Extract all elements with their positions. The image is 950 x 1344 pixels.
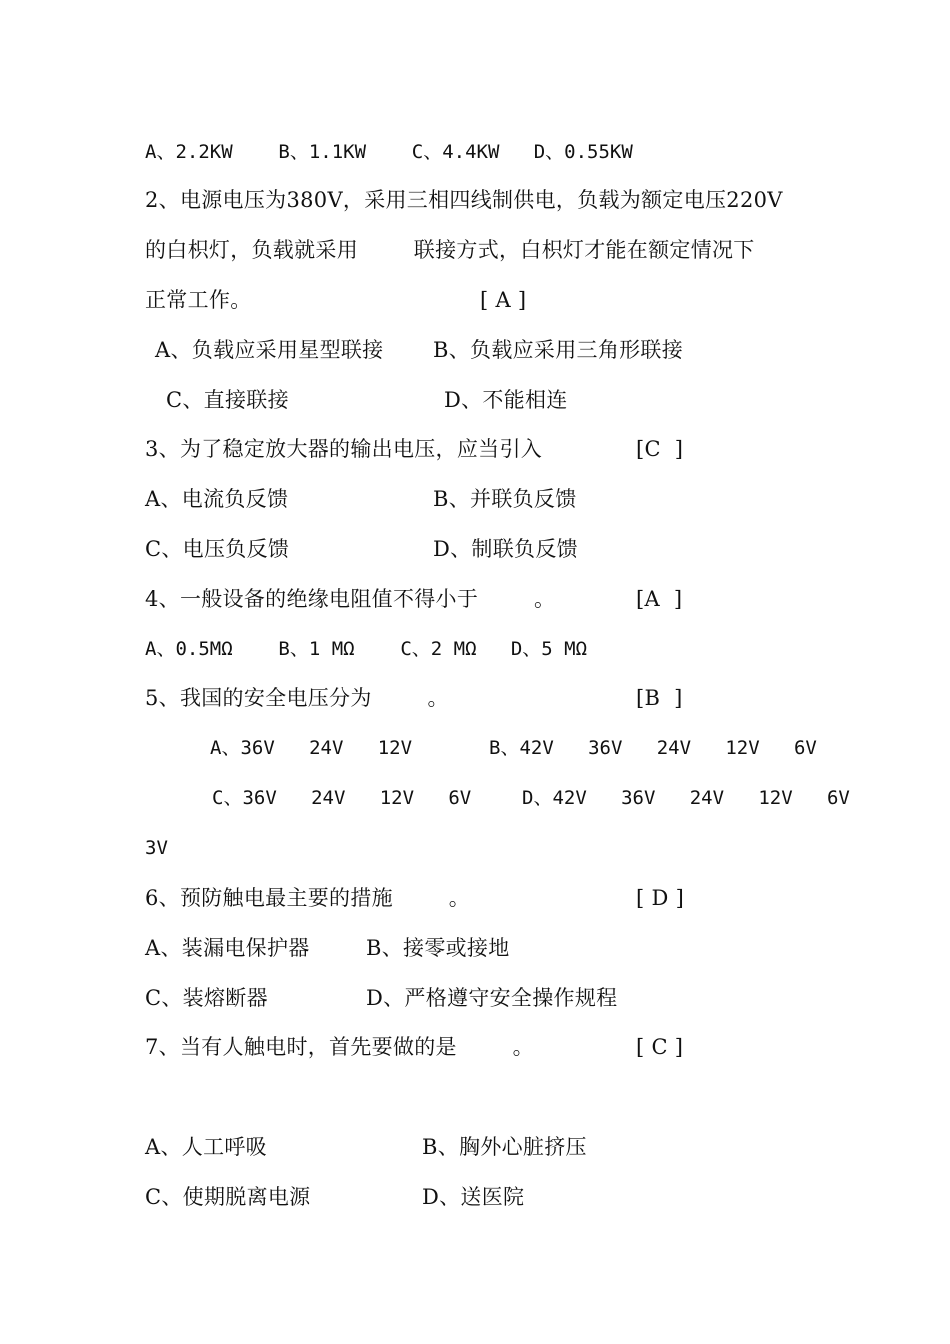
q7-answer: [ C ] (636, 1035, 684, 1059)
q2-option-a: A、负载应采用星型联接 (155, 338, 384, 362)
q5-option-d: D、42V 36V 24V 12V 6V (522, 787, 850, 809)
q3-option-c: C、电压负反馈 (145, 537, 290, 561)
q5-option-c: C、36V 24V 12V 6V (212, 787, 472, 809)
q5-option-b: B、42V 36V 24V 12V 6V (489, 737, 817, 759)
q7-option-a: A、人工呼吸 (145, 1135, 267, 1159)
q2-option-c: C、直接联接 (166, 388, 289, 412)
q6-option-c: C、装熔断器 (145, 986, 268, 1010)
q5-option-a: A、36V 24V 12V (210, 737, 413, 759)
q6-answer: [ D ] (636, 886, 685, 910)
q6-option-b: B、接零或接地 (366, 936, 510, 960)
q7-text: 7、当有人触电时，首先要做的是 。 (145, 1035, 534, 1059)
q2-answer: [ A ] (480, 288, 527, 312)
q5-option-d-continued: 3V (145, 837, 168, 859)
q2-text-line3: 正常工作。 (145, 288, 252, 312)
q4-answer: [A ] (636, 587, 683, 611)
q7-option-c: C、使期脱离电源 (145, 1185, 311, 1209)
q2-text-line1: 2、电源电压为380V，采用三相四线制供电，负载为额定电压220V (145, 188, 783, 212)
q2-option-d: D、不能相连 (444, 388, 568, 412)
q7-option-d: D、送医院 (422, 1185, 525, 1209)
q5-answer: [B ] (636, 686, 683, 710)
q3-text: 3、为了稳定放大器的输出电压，应当引入 (145, 437, 543, 461)
q2-option-b: B、负载应采用三角形联接 (433, 338, 684, 362)
q3-option-d: D、制联负反馈 (433, 537, 578, 561)
q4-text: 4、一般设备的绝缘电阻值不得小于 。 (145, 587, 556, 611)
q6-option-d: D、严格遵守安全操作规程 (366, 986, 618, 1010)
q4-options: A、0.5MΩ B、1 MΩ C、2 MΩ D、5 MΩ (145, 638, 588, 660)
q1-options: A、2.2KW B、1.1KW C、4.4KW D、0.55KW (145, 141, 633, 163)
q3-option-a: A、电流负反馈 (145, 487, 289, 511)
q3-option-b: B、并联负反馈 (433, 487, 577, 511)
q2-text-line2: 的白枳灯，负载就采用 联接方式，白枳灯才能在额定情况下 (145, 238, 755, 262)
q6-option-a: A、装漏电保护器 (145, 936, 310, 960)
q6-text: 6、预防触电最主要的措施 。 (145, 886, 471, 910)
q5-text: 5、我国的安全电压分为 。 (145, 686, 449, 710)
q7-option-b: B、胸外心脏挤压 (422, 1135, 587, 1159)
q3-answer: [C ] (636, 437, 684, 461)
